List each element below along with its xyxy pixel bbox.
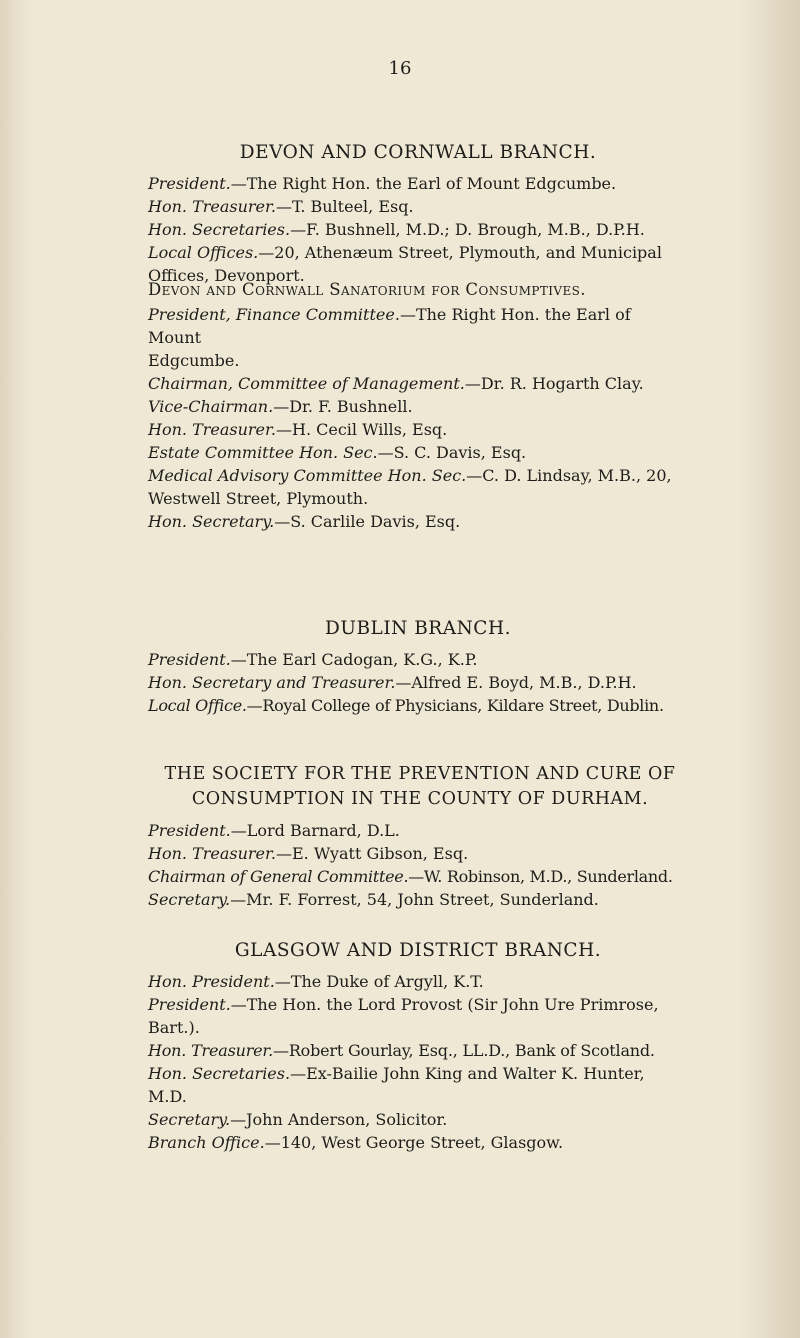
glasgow-secretaries-label: Hon. Secretaries. xyxy=(148,1064,291,1083)
glasgow-secretary-label: Secretary. xyxy=(148,1110,231,1129)
glasgow-treasurer xyxy=(148,1039,688,1062)
sanatorium-chairman-text: —Dr. R. Hogarth Clay. xyxy=(464,374,644,393)
devon-treasurer xyxy=(148,195,688,218)
sanatorium-president-text: —The Right Hon. the Earl of Mount xyxy=(148,305,631,347)
dublin-heading: DUBLIN BRANCH. xyxy=(325,618,511,639)
dublin-section xyxy=(148,616,688,717)
sanatorium-estate-text: —S. C. Davis, Esq. xyxy=(377,443,527,462)
devon-offices-text: —20, Athenæum Street, Plymouth, and Municipal xyxy=(258,243,662,262)
glasgow-president-continued: Bart.). xyxy=(148,1018,200,1037)
sanatorium-president-continued: Edgcumbe. xyxy=(148,351,240,370)
durham-treasurer-text: —E. Wyatt Gibson, Esq. xyxy=(276,844,469,863)
devon-heading: DEVON AND CORNWALL BRANCH. xyxy=(239,142,597,163)
glasgow-heading: GLASGOW AND DISTRICT BRANCH. xyxy=(234,940,602,961)
glasgow-secretaries xyxy=(148,1062,688,1085)
devon-secretaries xyxy=(148,218,688,241)
devon-secretaries-label: Hon. Secretaries. xyxy=(148,220,291,239)
glasgow-office-label: Branch Office. xyxy=(148,1133,265,1152)
durham-secretary xyxy=(148,888,700,911)
durham-secretary-text: —Mr. F. Forrest, 54, John Street, Sunderland. xyxy=(230,890,599,909)
sanatorium-medical-label: Medical Advisory Committee Hon. Sec. xyxy=(148,466,467,485)
devon-secretaries-text: —F. Bushnell, M.D.; D. Brough, M.B., D.P.H. xyxy=(290,220,645,239)
durham-chairman xyxy=(148,865,700,888)
durham-chairman-label: Chairman of General Committee. xyxy=(148,867,409,886)
dublin-secretary xyxy=(148,671,688,694)
durham-treasurer-label: Hon. Treasurer. xyxy=(148,844,276,863)
page-number: 16 xyxy=(388,58,412,79)
sanatorium-medical-continued: Westwell Street, Plymouth. xyxy=(148,489,369,508)
glasgow-office-text: —140, West George Street, Glasgow. xyxy=(264,1133,564,1152)
glasgow-secretary-text: —John Anderson, Solicitor. xyxy=(230,1110,448,1129)
glasgow-secretary xyxy=(148,1108,688,1131)
glasgow-president xyxy=(148,993,688,1016)
devon-cornwall-section xyxy=(148,140,688,287)
glasgow-hon-president-text: —The Duke of Argyll, K.T. xyxy=(274,972,484,991)
devon-president xyxy=(148,172,688,195)
dublin-secretary-label: Hon. Secretary and Treasurer. xyxy=(148,673,396,692)
sanatorium-vice-label: Vice-Chairman. xyxy=(148,397,274,416)
durham-president-label: President. xyxy=(148,821,231,840)
durham-chairman-text: —W. Robinson, M.D., Sunderland. xyxy=(408,867,673,886)
sanatorium-vice-chairman xyxy=(148,395,688,418)
glasgow-section xyxy=(148,938,688,1154)
devon-treasurer-text: —T. Bulteel, Esq. xyxy=(276,197,414,216)
dublin-office-label: Local Office. xyxy=(148,696,247,715)
sanatorium-estate xyxy=(148,441,688,464)
dublin-office-text: —Royal College of Physicians, Kildare Street, Dublin. xyxy=(246,696,664,715)
sanatorium-president xyxy=(148,303,688,349)
durham-entries xyxy=(140,819,700,911)
dublin-president-label: President. xyxy=(148,650,231,669)
devon-offices-continued: Offices, Devonport. xyxy=(148,266,305,285)
sanatorium-chairman xyxy=(148,372,688,395)
sanatorium-vice-text: —Dr. F. Bushnell. xyxy=(273,397,413,416)
sanatorium-secretary-label: Hon. Secretary. xyxy=(148,512,275,531)
sanatorium-secretary xyxy=(148,510,688,533)
sanatorium-medical-text: —C. D. Lindsay, M.B., 20, xyxy=(466,466,672,485)
glasgow-hon-president xyxy=(148,970,688,993)
dublin-president xyxy=(148,648,688,671)
dublin-secretary-text: —Alfred E. Boyd, M.B., D.P.H. xyxy=(395,673,637,692)
sanatorium-section xyxy=(148,278,688,533)
sanatorium-heading: Devon and Cornwall Sanatorium for Consumptives. xyxy=(148,280,586,299)
glasgow-branch-office xyxy=(148,1131,688,1154)
sanatorium-secretary-text: —S. Carlile Davis, Esq. xyxy=(274,512,461,531)
durham-president xyxy=(148,819,700,842)
glasgow-president-label: President. xyxy=(148,995,231,1014)
dublin-office xyxy=(148,694,688,717)
sanatorium-president-label: President, Finance Committee. xyxy=(148,305,400,324)
devon-offices-label: Local Offices. xyxy=(148,243,259,262)
glasgow-hon-president-label: Hon. President. xyxy=(148,972,275,991)
glasgow-secretaries-continued: M.D. xyxy=(148,1087,187,1106)
devon-president-label: President. xyxy=(148,174,231,193)
sanatorium-medical xyxy=(148,464,688,487)
sanatorium-chairman-label: Chairman, Committee of Management. xyxy=(148,374,465,393)
durham-section xyxy=(140,762,700,911)
sanatorium-treasurer-label: Hon. Treasurer. xyxy=(148,420,276,439)
glasgow-treasurer-label: Hon. Treasurer. xyxy=(148,1041,274,1060)
devon-president-text: —The Right Hon. the Earl of Mount Edgcumbe. xyxy=(230,174,617,193)
sanatorium-treasurer xyxy=(148,418,688,441)
dublin-president-text: —The Earl Cadogan, K.G., K.P. xyxy=(230,650,478,669)
sanatorium-estate-label: Estate Committee Hon. Sec. xyxy=(148,443,378,462)
glasgow-president-text: —The Hon. the Lord Provost (Sir John Ure Primrose, xyxy=(230,995,659,1014)
devon-offices xyxy=(148,241,688,264)
durham-secretary-label: Secretary. xyxy=(148,890,231,909)
durham-heading-line-1: THE SOCIETY FOR THE PREVENTION AND CURE OF xyxy=(164,764,676,784)
durham-heading-line-2: CONSUMPTION IN THE COUNTY OF DURHAM. xyxy=(191,789,649,809)
durham-president-text: —Lord Barnard, D.L. xyxy=(230,821,400,840)
devon-treasurer-label: Hon. Treasurer. xyxy=(148,197,276,216)
sanatorium-treasurer-text: —H. Cecil Wills, Esq. xyxy=(276,420,448,439)
glasgow-treasurer-text: —Robert Gourlay, Esq., LL.D., Bank of Scotland. xyxy=(273,1041,655,1060)
glasgow-secretaries-text: —Ex-Bailie John King and Walter K. Hunter, xyxy=(290,1064,645,1083)
durham-treasurer xyxy=(148,842,700,865)
